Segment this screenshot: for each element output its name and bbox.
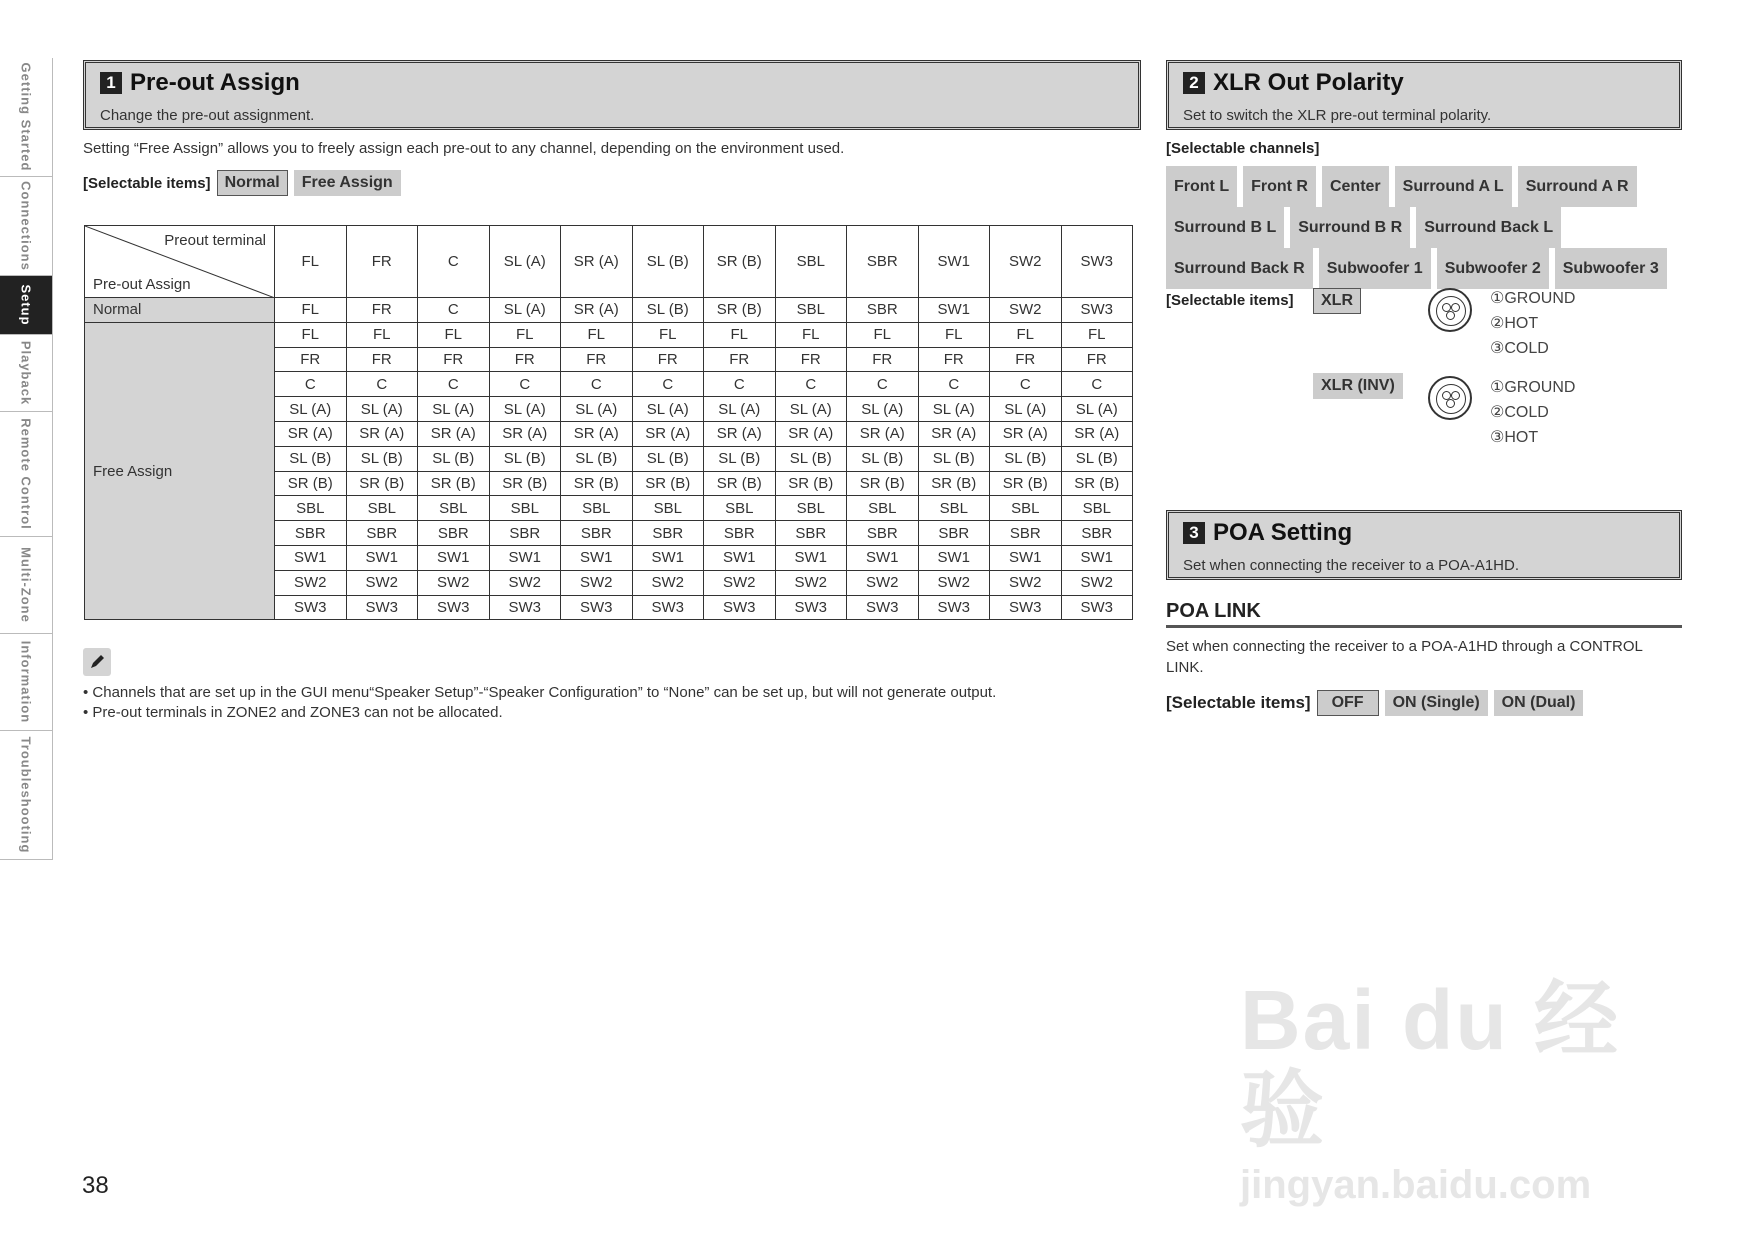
- channel-list: [1166, 166, 1706, 289]
- row-label-normal: Normal: [85, 298, 275, 323]
- channel-chip[interactable]: Surround B L: [1166, 207, 1284, 248]
- table-cell: SW3: [990, 595, 1062, 620]
- table-cell: SL (A): [1061, 397, 1133, 422]
- table-cell: SW1: [1061, 545, 1133, 570]
- column-header: C: [418, 226, 490, 298]
- table-cell: SL (B): [632, 298, 704, 323]
- table-cell: SW2: [418, 570, 490, 595]
- table-cell: SL (A): [561, 397, 633, 422]
- tab-getting-started[interactable]: Getting Started: [0, 58, 52, 177]
- channel-chip[interactable]: Surround A R: [1518, 166, 1637, 207]
- tab-setup[interactable]: Setup: [0, 276, 52, 335]
- table-cell: FL: [275, 298, 347, 323]
- table-cell: FR: [275, 347, 347, 372]
- table-cell: SW3: [918, 595, 990, 620]
- tab-troubleshooting[interactable]: Troubleshooting: [0, 731, 52, 860]
- section-title: XLR Out Polarity: [1213, 69, 1404, 96]
- table-cell: FL: [418, 322, 490, 347]
- table-cell: C: [346, 372, 418, 397]
- table-cell: SW1: [489, 545, 561, 570]
- table-cell: SL (A): [847, 397, 919, 422]
- table-cell: FR: [918, 347, 990, 372]
- note-1: • Channels that are set up in the GUI menu“Speaker Setup”-“Speaker Configuration” to “None” can be set up, but will not generate output.: [83, 684, 997, 701]
- table-cell: SL (A): [275, 397, 347, 422]
- table-cell: SW2: [489, 570, 561, 595]
- table-cell: SR (A): [418, 421, 490, 446]
- xlr-inv-pin-list: [1490, 375, 1575, 450]
- table-cell: SW2: [1061, 570, 1133, 595]
- item-on-single[interactable]: ON (Single): [1385, 690, 1488, 716]
- table-cell: SL (B): [990, 446, 1062, 471]
- table-cell: SBL: [1061, 496, 1133, 521]
- table-cell: SW2: [346, 570, 418, 595]
- watermark-brand: Bai du 经验: [1240, 973, 1621, 1157]
- table-cell: SBL: [918, 496, 990, 521]
- corner-top-label: Preout terminal: [164, 232, 266, 249]
- table-cell: SW1: [632, 545, 704, 570]
- section-title: Pre-out Assign: [130, 69, 300, 96]
- table-cell: FR: [346, 298, 418, 323]
- xlr-connector-icon: [1428, 376, 1472, 420]
- column-header: SR (A): [561, 226, 633, 298]
- table-cell: SR (A): [632, 421, 704, 446]
- table-cell: SR (A): [1061, 421, 1133, 446]
- table-cell: SL (B): [632, 446, 704, 471]
- table-cell: C: [632, 372, 704, 397]
- table-cell: SR (B): [704, 298, 776, 323]
- table-cell: C: [561, 372, 633, 397]
- column-header: FR: [346, 226, 418, 298]
- column-header: FL: [275, 226, 347, 298]
- table-cell: SW1: [561, 545, 633, 570]
- channel-chip[interactable]: Subwoofer 3: [1555, 248, 1667, 289]
- table-cell: C: [704, 372, 776, 397]
- table-cell: SBL: [561, 496, 633, 521]
- table-cell: SW1: [275, 545, 347, 570]
- section-number: 1: [100, 72, 122, 94]
- table-cell: SW1: [918, 298, 990, 323]
- table-cell: SR (A): [704, 421, 776, 446]
- table-cell: SW2: [918, 570, 990, 595]
- table-cell: SL (B): [1061, 446, 1133, 471]
- table-cell: SL (A): [704, 397, 776, 422]
- pre-out-assign-header: [83, 60, 1141, 130]
- table-cell: SL (A): [775, 397, 847, 422]
- table-cell: SR (A): [561, 421, 633, 446]
- table-cell: SR (A): [990, 421, 1062, 446]
- table-cell: FR: [847, 347, 919, 372]
- table-cell: FL: [990, 322, 1062, 347]
- table-cell: SR (B): [561, 471, 633, 496]
- table-cell: FL: [489, 322, 561, 347]
- table-cell: SL (B): [489, 446, 561, 471]
- poa-link-text-2: LINK.: [1166, 659, 1204, 676]
- table-cell: SR (B): [847, 471, 919, 496]
- table-cell: C: [489, 372, 561, 397]
- table-cell: SR (B): [918, 471, 990, 496]
- table-cell: SBR: [1061, 521, 1133, 546]
- table-cell: SR (A): [489, 421, 561, 446]
- table-cell: SW2: [990, 298, 1062, 323]
- table-cell: FL: [918, 322, 990, 347]
- table-cell: SW3: [704, 595, 776, 620]
- poa-items-row: [1166, 690, 1589, 716]
- tab-multi-zone[interactable]: Multi-Zone: [0, 537, 52, 634]
- table-cell: SW2: [990, 570, 1062, 595]
- table-cell: SW2: [561, 570, 633, 595]
- tab-remote-control[interactable]: Remote Control: [0, 412, 52, 537]
- table-cell: FL: [632, 322, 704, 347]
- pin-label: ①GROUND: [1490, 379, 1576, 396]
- table-cell: SR (B): [1061, 471, 1133, 496]
- item-xlr-inv[interactable]: XLR (INV): [1313, 373, 1403, 399]
- channel-chip[interactable]: Front L: [1166, 166, 1237, 207]
- table-cell: SW1: [775, 545, 847, 570]
- poa-link-text-1: Set when connecting the receiver to a POA-A1HD through a CONTROL: [1166, 638, 1643, 655]
- column-header: SL (B): [632, 226, 704, 298]
- table-cell: SW3: [1061, 595, 1133, 620]
- item-free-assign[interactable]: Free Assign: [294, 170, 401, 196]
- table-cell: SBR: [775, 521, 847, 546]
- column-header: SW3: [1061, 226, 1133, 298]
- channel-chip[interactable]: Surround Back R: [1166, 248, 1313, 289]
- column-header: SBR: [847, 226, 919, 298]
- tab-connections[interactable]: Connections: [0, 177, 52, 276]
- table-cell: C: [990, 372, 1062, 397]
- table-cell: SBR: [918, 521, 990, 546]
- table-cell: C: [775, 372, 847, 397]
- pin-label: ②COLD: [1490, 404, 1549, 421]
- column-header: SW2: [990, 226, 1062, 298]
- table-cell: SW1: [918, 545, 990, 570]
- table-cell: FL: [1061, 322, 1133, 347]
- table-cell: SW3: [489, 595, 561, 620]
- row-label-free-assign: Free Assign: [85, 322, 275, 620]
- channel-chip[interactable]: Subwoofer 1: [1319, 248, 1431, 289]
- section-description: Change the pre-out assignment.: [100, 107, 315, 124]
- table-cell: SW3: [775, 595, 847, 620]
- table-cell: FL: [775, 322, 847, 347]
- selectable-items-label: [Selectable items]: [83, 174, 211, 192]
- channel-chip[interactable]: Center: [1322, 166, 1389, 207]
- channel-chip[interactable]: Surround B R: [1290, 207, 1410, 248]
- xlr-pin-list: [1490, 286, 1575, 361]
- pencil-icon: [83, 648, 111, 676]
- table-cell: SR (B): [418, 471, 490, 496]
- table-cell: SL (B): [704, 446, 776, 471]
- note-2: • Pre-out terminals in ZONE2 and ZONE3 can not be allocated.: [83, 704, 503, 721]
- table-cell: FR: [418, 347, 490, 372]
- table-cell: SW3: [275, 595, 347, 620]
- table-cell: SBR: [489, 521, 561, 546]
- column-header: SR (B): [704, 226, 776, 298]
- table-cell: SBL: [990, 496, 1062, 521]
- table-cell: SBR: [346, 521, 418, 546]
- xlr-connector-icon: [1428, 288, 1472, 332]
- table-cell: SBL: [847, 496, 919, 521]
- table-cell: FR: [632, 347, 704, 372]
- table-cell: SL (A): [632, 397, 704, 422]
- table-cell: SW2: [275, 570, 347, 595]
- table-cell: SR (B): [489, 471, 561, 496]
- table-cell: SR (B): [275, 471, 347, 496]
- table-cell: SW1: [847, 545, 919, 570]
- section-title: POA Setting: [1213, 519, 1353, 546]
- table-cell: C: [418, 372, 490, 397]
- table-cell: SW1: [990, 545, 1062, 570]
- section-description: Set when connecting the receiver to a POA-A1HD.: [1183, 557, 1520, 574]
- channel-chip[interactable]: Front R: [1243, 166, 1316, 207]
- table-cell: SW2: [632, 570, 704, 595]
- table-cell: SBL: [775, 496, 847, 521]
- tab-information[interactable]: Information: [0, 634, 52, 731]
- table-cell: SBL: [275, 496, 347, 521]
- pin-label: ①GROUND: [1490, 290, 1576, 307]
- table-cell: SL (A): [418, 397, 490, 422]
- table-cell: SR (A): [346, 421, 418, 446]
- pre-out-assign-table: [84, 225, 1133, 620]
- table-cell: SBL: [346, 496, 418, 521]
- table-cell: C: [275, 372, 347, 397]
- table-cell: SBR: [632, 521, 704, 546]
- table-cell: SBL: [704, 496, 776, 521]
- table-cell: FL: [847, 322, 919, 347]
- table-cell: SW1: [704, 545, 776, 570]
- table-cell: SBL: [775, 298, 847, 323]
- channel-chip[interactable]: Surround A L: [1395, 166, 1512, 207]
- table-cell: SR (B): [990, 471, 1062, 496]
- table-cell: SW2: [847, 570, 919, 595]
- table-cell: FR: [346, 347, 418, 372]
- channel-chip[interactable]: Subwoofer 2: [1437, 248, 1549, 289]
- table-cell: FR: [1061, 347, 1133, 372]
- table-cell: SL (A): [346, 397, 418, 422]
- table-cell: SW3: [1061, 298, 1133, 323]
- table-cell: C: [847, 372, 919, 397]
- table-cell: FL: [704, 322, 776, 347]
- column-header: SW1: [918, 226, 990, 298]
- table-cell: FR: [990, 347, 1062, 372]
- table-cell: C: [918, 372, 990, 397]
- tab-playback[interactable]: Playback: [0, 335, 52, 412]
- baidu-watermark: [1240, 973, 1680, 1207]
- table-cell: FL: [561, 322, 633, 347]
- table-cell: C: [1061, 372, 1133, 397]
- table-cell: SW3: [632, 595, 704, 620]
- item-normal[interactable]: Normal: [217, 170, 288, 196]
- table-cell: SR (B): [704, 471, 776, 496]
- table-cell: SL (A): [990, 397, 1062, 422]
- table-cell: FL: [275, 322, 347, 347]
- table-cell: SBR: [704, 521, 776, 546]
- table-cell: SR (A): [918, 421, 990, 446]
- table-cell: SL (B): [918, 446, 990, 471]
- table-cell: SR (B): [632, 471, 704, 496]
- table-cell: SL (B): [561, 446, 633, 471]
- table-cell: C: [418, 298, 490, 323]
- table-cell: FR: [704, 347, 776, 372]
- section-description: Set to switch the XLR pre-out terminal polarity.: [1183, 107, 1492, 124]
- table-cell: SBR: [847, 521, 919, 546]
- table-cell: SR (A): [775, 421, 847, 446]
- table-cell: SBR: [847, 298, 919, 323]
- table-cell: SL (A): [489, 397, 561, 422]
- table-cell: FR: [489, 347, 561, 372]
- table-cell: SBR: [275, 521, 347, 546]
- table-cell: SR (A): [561, 298, 633, 323]
- intro-text: Setting “Free Assign” allows you to freely assign each pre-out to any channel, depending on the environment used.: [83, 140, 845, 157]
- table-cell: SBR: [990, 521, 1062, 546]
- table-cell: SW1: [418, 545, 490, 570]
- table-cell: SL (B): [346, 446, 418, 471]
- item-xlr[interactable]: XLR: [1313, 288, 1361, 314]
- column-header: SL (A): [489, 226, 561, 298]
- table-cell: SW2: [775, 570, 847, 595]
- table-cell: SBR: [561, 521, 633, 546]
- table-cell: SR (B): [775, 471, 847, 496]
- corner-bottom-label: Pre-out Assign: [93, 276, 191, 293]
- table-cell: SL (A): [918, 397, 990, 422]
- table-cell: SBR: [418, 521, 490, 546]
- table-cell: SR (A): [847, 421, 919, 446]
- watermark-url: jingyan.baidu.com: [1240, 1163, 1592, 1207]
- selectable-items-label: [Selectable items]: [1166, 292, 1294, 309]
- table-cell: SL (B): [775, 446, 847, 471]
- table-cell: SW3: [847, 595, 919, 620]
- side-tabs: [0, 58, 53, 860]
- table-cell: SBL: [632, 496, 704, 521]
- section-number: 3: [1183, 522, 1205, 544]
- table-corner: [85, 226, 275, 298]
- pin-label: ②HOT: [1490, 315, 1539, 332]
- poa-link-heading: POA LINK: [1166, 600, 1682, 628]
- item-off[interactable]: OFF: [1317, 690, 1379, 716]
- xlr-polarity-header: [1166, 60, 1682, 130]
- table-cell: SW2: [704, 570, 776, 595]
- poa-setting-header: [1166, 510, 1682, 580]
- item-on-dual[interactable]: ON (Dual): [1494, 690, 1584, 716]
- table-cell: SL (A): [489, 298, 561, 323]
- table-cell: FR: [775, 347, 847, 372]
- page-number: 38: [82, 1172, 109, 1199]
- table-cell: SL (B): [418, 446, 490, 471]
- column-header: SBL: [775, 226, 847, 298]
- pin-label: ③HOT: [1490, 429, 1539, 446]
- table-cell: SW3: [418, 595, 490, 620]
- table-cell: SBL: [418, 496, 490, 521]
- table-cell: SW3: [561, 595, 633, 620]
- table-cell: SL (B): [275, 446, 347, 471]
- table-cell: SR (A): [275, 421, 347, 446]
- table-cell: FR: [561, 347, 633, 372]
- section-number: 2: [1183, 72, 1205, 94]
- table-cell: SBL: [489, 496, 561, 521]
- selectable-items-row: [83, 170, 407, 196]
- table-cell: SL (B): [847, 446, 919, 471]
- selectable-items-label: [Selectable items]: [1166, 693, 1311, 712]
- channel-chip[interactable]: Surround Back L: [1416, 207, 1561, 248]
- table-cell: SR (B): [346, 471, 418, 496]
- table-cell: FL: [346, 322, 418, 347]
- pin-label: ③COLD: [1490, 340, 1549, 357]
- selectable-channels-label: [Selectable channels]: [1166, 140, 1320, 157]
- table-cell: SW3: [346, 595, 418, 620]
- table-cell: SW1: [346, 545, 418, 570]
